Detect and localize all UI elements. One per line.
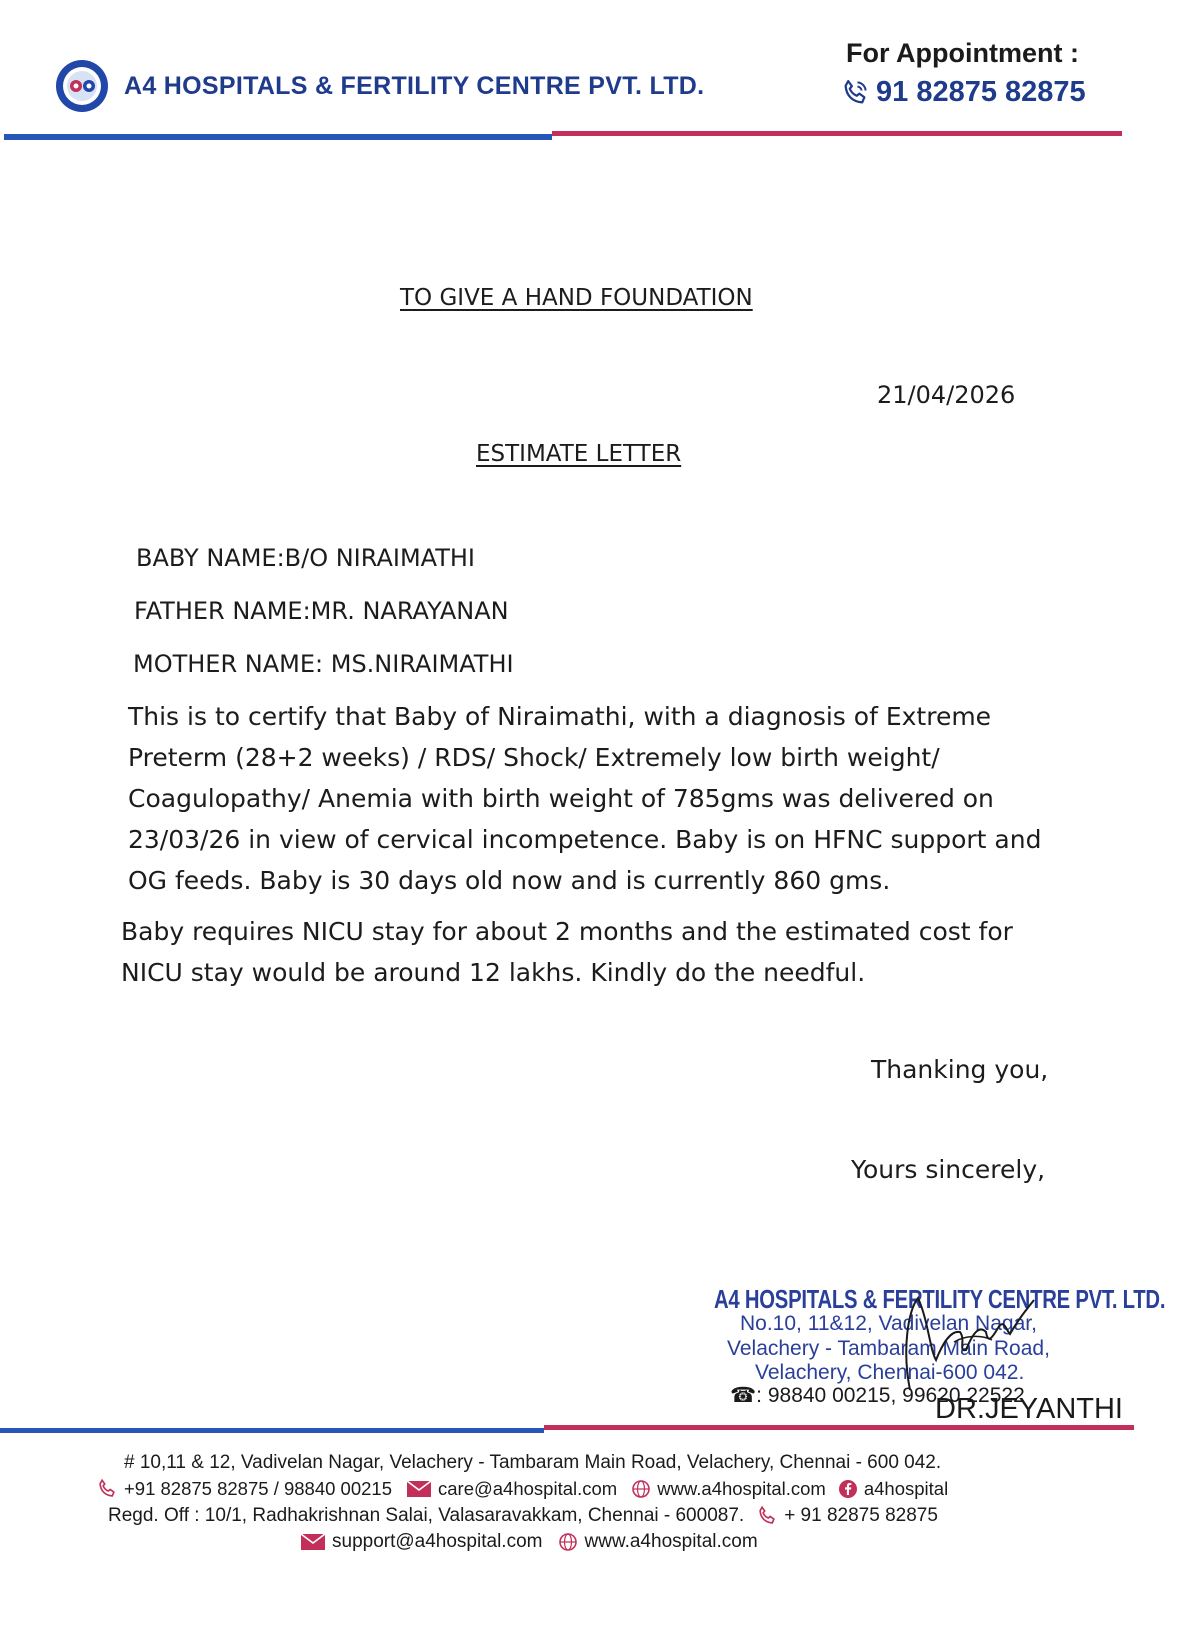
- footer-website-2[interactable]: www.a4hospital.com: [584, 1531, 758, 1552]
- paragraph-line: Baby requires NICU stay for about 2 months and the estimated cost for: [121, 917, 1013, 946]
- footer-website[interactable]: www.a4hospital.com: [657, 1478, 826, 1499]
- paragraph-line: Coagulopathy/ Anemia with birth weight of 785gms was delivered on: [128, 784, 994, 813]
- paragraph-line: This is to certify that Baby of Niraimathi, with a diagnosis of Extreme: [128, 702, 992, 731]
- closing-thanks: Thanking you,: [871, 1055, 1049, 1084]
- footer-contact-row: [96, 1478, 948, 1500]
- footer-support-email[interactable]: support@a4hospital.com: [332, 1531, 543, 1552]
- footer-address: [124, 1452, 941, 1474]
- globe-icon: [558, 1532, 578, 1552]
- footer-rule-blue: [0, 1428, 544, 1433]
- phone-icon: [840, 78, 870, 108]
- estimate-paragraph: [121, 911, 1101, 993]
- footer-email[interactable]: care@a4hospital.com: [438, 1478, 618, 1499]
- closing-sincerely: Yours sincerely,: [851, 1155, 1046, 1184]
- appointment-phone[interactable]: [840, 76, 1086, 109]
- footer-phone[interactable]: +91 82875 82875 / 98840 00215: [124, 1478, 392, 1499]
- hospital-name: A4 HOSPITALS & FERTILITY CENTRE PVT. LTD.: [124, 72, 705, 100]
- baby-name: BABY NAME:B/O NIRAIMATHI: [136, 544, 475, 572]
- paragraph-line: 23/03/26 in view of cervical incompetence. Baby is on HFNC support and: [128, 825, 1042, 854]
- foundation-heading: TO GIVE A HAND FOUNDATION: [400, 285, 753, 311]
- email-icon: [406, 1479, 432, 1499]
- facebook-icon: [838, 1479, 858, 1499]
- phone-icon: [756, 1505, 778, 1527]
- telephone-icon: ☎: [730, 1384, 757, 1407]
- paragraph-line: OG feeds. Baby is 30 days old now and is currently 860 gms.: [128, 866, 891, 895]
- footer-address-text: # 10,11 & 12, Vadivelan Nagar, Velachery - Tambaram Main Road, Velachery, Chennai - 600 042.: [124, 1452, 942, 1473]
- certification-paragraph: [128, 696, 1108, 901]
- globe-icon: [631, 1479, 651, 1499]
- footer-regd-row: [108, 1505, 938, 1527]
- footer-regd-phone[interactable]: + 91 82875 82875: [784, 1505, 938, 1526]
- stamp-address-line: No.10, 11&12, Vadivelan Nagar,: [740, 1312, 1037, 1335]
- footer-social[interactable]: a4hospital: [863, 1478, 949, 1499]
- footer-regd-office: Regd. Off : 10/1, Radhakrishnan Salai, Valasaravakkam, Chennai - 600087.: [108, 1505, 745, 1526]
- letter-title: ESTIMATE LETTER: [476, 441, 682, 467]
- appointment-phone-number: 91 82875 82875: [876, 76, 1086, 108]
- paragraph-line: NICU stay would be around 12 lakhs. Kindly do the needful.: [121, 958, 866, 987]
- doctor-name: DR.JEYANTHI: [935, 1393, 1123, 1425]
- email-icon: [300, 1532, 326, 1552]
- stamp-address-line: Velachery, Chennai-600 042.: [755, 1361, 1025, 1384]
- letter-date: 21/04/2026: [877, 381, 1016, 409]
- stamp-hospital-name: A4 HOSPITALS & FERTILITY CENTRE PVT. LTD.: [714, 1284, 1166, 1314]
- father-name: FATHER NAME:MR. NARAYANAN: [134, 597, 509, 625]
- hospital-logo-icon: [54, 58, 110, 114]
- footer-rule-red: [544, 1425, 1134, 1430]
- footer-support-row: [300, 1531, 758, 1553]
- phone-icon: [96, 1478, 118, 1500]
- stamp-address-line: Velachery - Tambaram Main Road,: [727, 1337, 1050, 1360]
- stamp-phone-numbers: : 98840 00215, 99620 22522: [756, 1384, 1025, 1407]
- appointment-label: For Appointment :: [846, 38, 1079, 68]
- header-rule-blue: [4, 134, 552, 140]
- mother-name: MOTHER NAME: MS.NIRAIMATHI: [133, 650, 514, 678]
- paragraph-line: Preterm (28+2 weeks) / RDS/ Shock/ Extremely low birth weight/: [128, 743, 940, 772]
- header-rule-red: [552, 131, 1122, 136]
- signature-mark: [900, 1290, 1070, 1400]
